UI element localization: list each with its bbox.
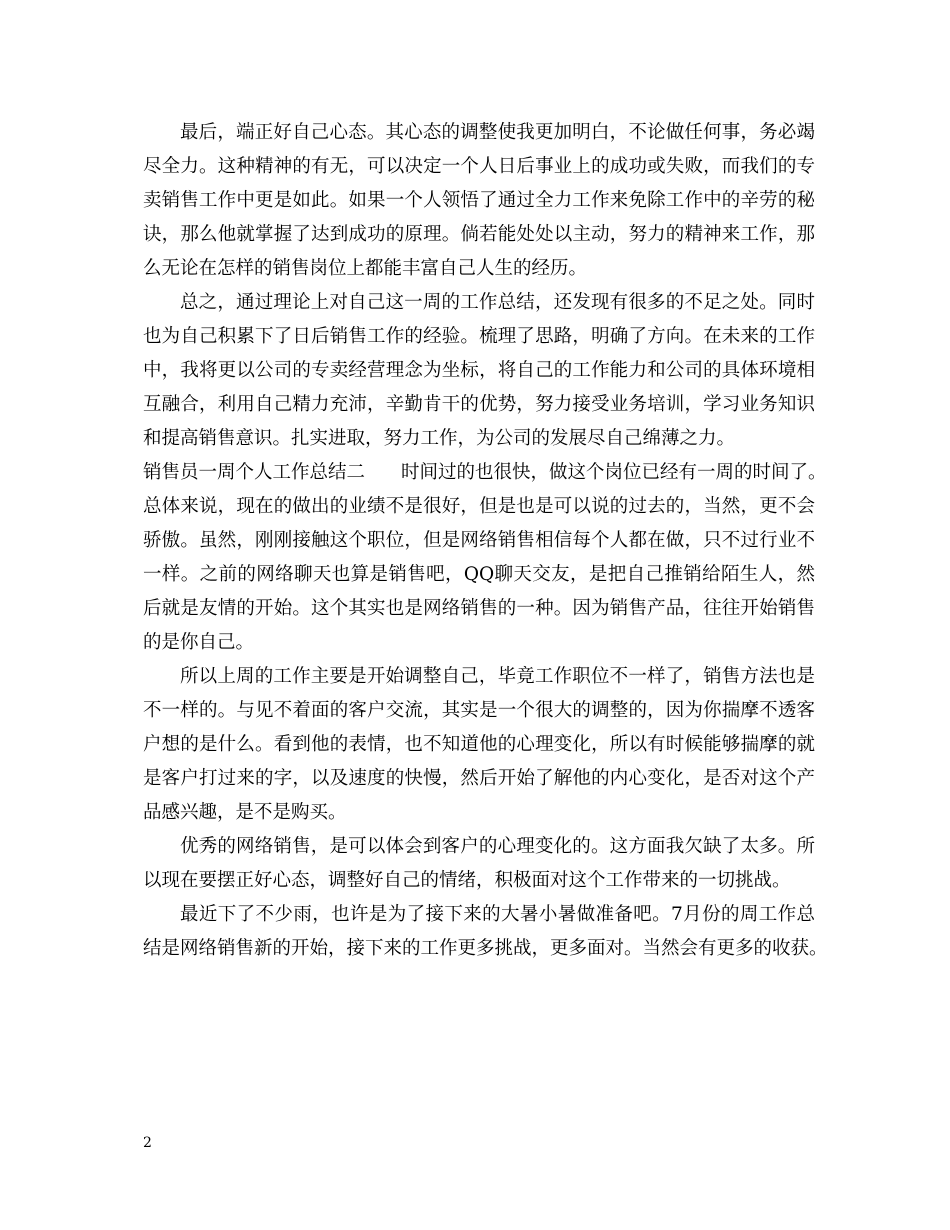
page-number: 2 bbox=[143, 1135, 152, 1151]
paragraph-line: 中，我将更以公司的专卖经营理念为坐标，将自己的工作能力和公司的具体环境相 bbox=[143, 360, 815, 381]
heading-continuation: 时间过的也很快，做这个岗位已经有一周的时间了。 bbox=[401, 462, 827, 483]
paragraph-line: 以现在要摆正好心态，调整好自己的情绪，积极面对这个工作带来的一切挑战。 bbox=[143, 870, 791, 891]
paragraph-line: 诀，那么他就掌握了达到成功的原理。倘若能处处以主动，努力的精神来工作，那 bbox=[143, 224, 815, 245]
paragraph-line: 的是你自己。 bbox=[143, 632, 255, 653]
paragraph-line: 也为自己积累下了日后销售工作的经验。梳理了思路，明确了方向。在未来的工作 bbox=[143, 326, 815, 347]
section-heading-line bbox=[143, 456, 827, 490]
paragraph-line: 么无论在怎样的销售岗位上都能丰富自己人生的经历。 bbox=[143, 258, 588, 279]
paragraph-line: 优秀的网络销售，是可以体会到客户的心理变化的。这方面我欠缺了太多。所 bbox=[180, 836, 815, 857]
paragraph-line: 不一样的。与见不着面的客户交流，其实是一个很大的调整的，因为你揣摩不透客 bbox=[143, 700, 815, 721]
document-body bbox=[143, 116, 828, 966]
paragraph-line: 互融合，利用自己精力充沛，辛勤肯干的优势，努力接受业务培训，学习业务知识 bbox=[143, 394, 815, 415]
paragraph-line: 户想的是什么。看到他的表情，也不知道他的心理变化，所以有时候能够揣摩的就 bbox=[143, 734, 815, 755]
paragraph-line: 骄傲。虽然，刚刚接触这个职位，但是网络销售相信每个人都在做，只不过行业不 bbox=[143, 530, 815, 551]
paragraph-line: 一样。之前的网络聊天也算是销售吧，QQ聊天交友，是把自己推销给陌生人，然 bbox=[143, 564, 815, 585]
paragraph-line: 是客户打过来的字，以及速度的快慢，然后开始了解他的内心变化，是否对这个产 bbox=[143, 768, 815, 789]
paragraph-line: 品感兴趣，是不是购买。 bbox=[143, 802, 347, 823]
paragraph-line: 所以上周的工作主要是开始调整自己，毕竟工作职位不一样了，销售方法也是 bbox=[180, 666, 815, 687]
paragraph-line: 后就是友情的开始。这个其实也是网络销售的一种。因为销售产品，往往开始销售 bbox=[143, 598, 815, 619]
paragraph-line: 结是网络销售新的开始，接下来的工作更多挑战，更多面对。当然会有更多的收获。 bbox=[143, 938, 828, 959]
paragraph-line: 最近下了不少雨，也许是为了接下来的大暑小暑做准备吧。7月份的周工作总 bbox=[180, 904, 815, 925]
paragraph-line: 卖销售工作中更是如此。如果一个人领悟了通过全力工作来免除工作中的辛劳的秘 bbox=[143, 190, 815, 211]
paragraph-line: 总体来说，现在的做出的业绩不是很好，但是也是可以说的过去的，当然，更不会 bbox=[143, 496, 815, 517]
paragraph-line: 最后，端正好自己心态。其心态的调整使我更加明白，不论做任何事，务必竭 bbox=[180, 122, 815, 143]
section-heading: 销售员一周个人工作总结二 bbox=[143, 462, 366, 483]
paragraph-line: 总之，通过理论上对自己这一周的工作总结，还发现有很多的不足之处。同时 bbox=[180, 292, 815, 313]
paragraph-line: 和提高销售意识。扎实进取，努力工作，为公司的发展尽自己绵薄之力。 bbox=[143, 428, 736, 449]
paragraph-line: 尽全力。这种精神的有无，可以决定一个人日后事业上的成功或失败，而我们的专 bbox=[143, 156, 815, 177]
